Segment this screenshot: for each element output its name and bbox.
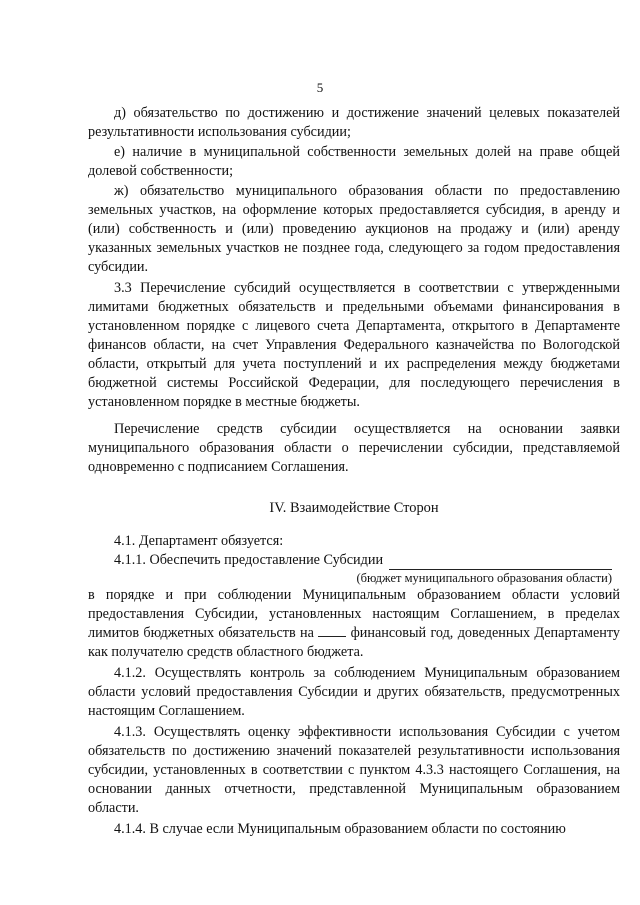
- paragraph-4-1: 4.1. Департамент обязуется:: [114, 533, 284, 549]
- year-blank-line: [318, 624, 346, 637]
- paragraph-4-1-1-cont-a: в порядке и при соблюдении Муниципальным образованием области условий предоставления Субсидии, установленных настоящим Соглашением, в пределах лимитов бюджетных обязательств на: [88, 587, 620, 641]
- paragraph-item-zh: ж) обязательство муниципального образования области по предоставлению земельных участков, на оформление которых предоставляется субсидия, в аренду и (или) собственность и (или) проведению аукционов на продажу и (или) аренду указанных земельных участков не позднее года, следующего за годом предоставления субсидии.: [88, 183, 620, 275]
- section-heading: IV. Взаимодействие Сторон: [269, 500, 439, 516]
- page-number: 5: [316, 80, 324, 95]
- paragraph-4-1-1-first-line: [88, 551, 620, 570]
- paragraph-3-3: 3.3 Перечисление субсидий осуществляется в соответствии с утвержденными лимитами бюджетных обязательств и предельными объемами финансирования в установленном порядке с лицевого счета Департамента, открытого в Департаменте финансов области, на счет Управления Федерального казначейства по Вологодской области, открытый для учета поступлений и их распределения между бюджетами бюджетной системы Российской Федерации, для последующего перечисления в установленном порядке в местные бюджеты.: [88, 280, 620, 410]
- budget-blank-line: [389, 555, 612, 570]
- paragraph-4-1-1-start: 4.1.1. Обеспечить предоставление Субсидии: [114, 552, 384, 568]
- paragraph-4-1-1-continuation: [88, 586, 620, 662]
- paragraph-transfer: Перечисление средств субсидии осуществляется на основании заявки муниципального образования области о перечислении субсидии, представляемой одновременно с подписанием Соглашения.: [88, 421, 620, 475]
- paragraph-4-1-2: 4.1.2. Осуществлять контроль за соблюдением Муниципальным образованием области условий предоставления Субсидии и других обязательств, предусмотренных настоящим Соглашением.: [88, 665, 620, 719]
- document-body: [88, 104, 620, 839]
- paragraph-4-1-1-cont-b: финансовый год, доведенных Департаменту как получателю средств областного бюджета.: [88, 625, 621, 660]
- paragraph-4-1-4: 4.1.4. В случае если Муниципальным образованием области по состоянию: [114, 821, 566, 837]
- paragraph-item-d: д) обязательство по достижению и достижение значений целевых показателей результативности использования субсидии;: [88, 105, 620, 140]
- budget-blank-caption: (бюджет муниципального образования области): [356, 571, 612, 585]
- paragraph-item-e: е) наличие в муниципальной собственности земельных долей на праве общей долевой собственности;: [88, 144, 620, 179]
- paragraph-4-1-3: 4.1.3. Осуществлять оценку эффективности использования Субсидии с учетом обязательств по достижению значений показателей результативности использования субсидии, установленных в соответствии с пунктом 4.3.3 настоящего Соглашения, на основании данных отчетности, представленной Муниципальным образованием области.: [88, 724, 620, 816]
